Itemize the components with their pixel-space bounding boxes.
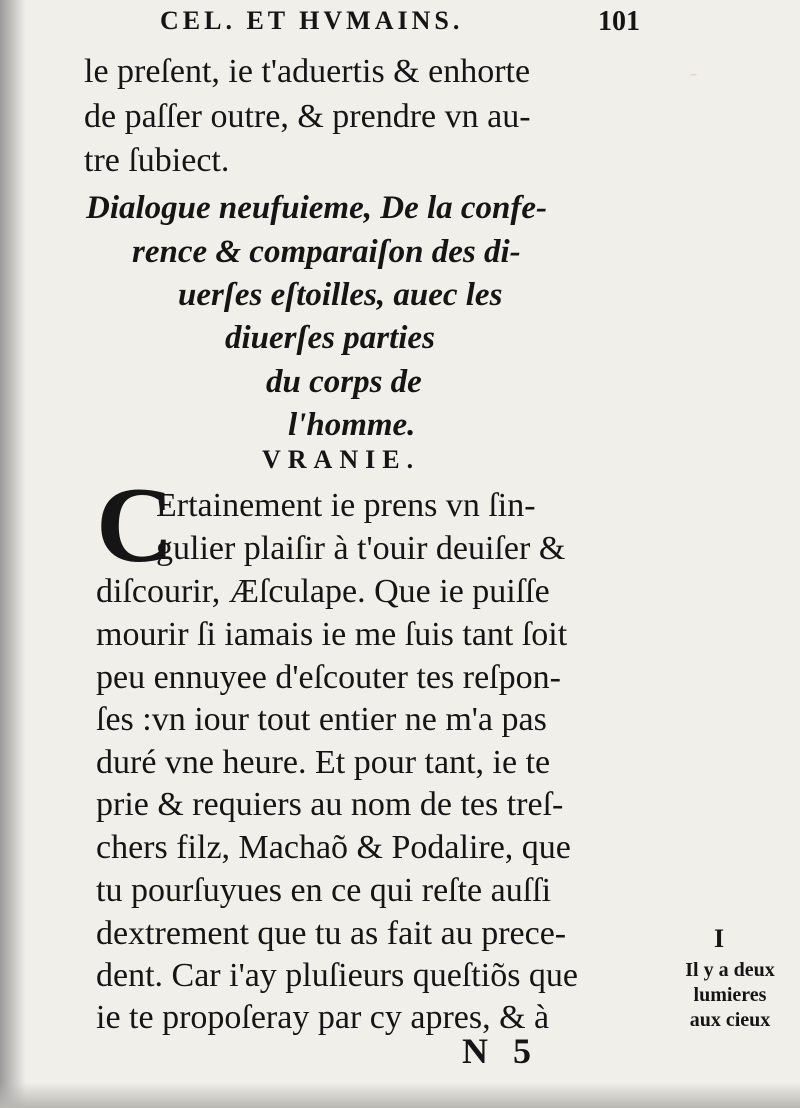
body-line: gulier plaiſir à t'ouir deuiſer &	[156, 530, 566, 567]
marginal-number: I	[714, 924, 725, 953]
body-line: mourir ſi iamais ie me ſuis tant ſoit	[96, 616, 568, 653]
marginal-note-line: lumieres	[693, 984, 767, 1006]
body-line: diſcourir, Æſculape. Que ie puiſſe	[96, 573, 550, 610]
text-line: le preſent, ie t'aduertis & enhorte	[84, 53, 531, 90]
dialogue-title-line: diuerſes parties	[225, 320, 435, 356]
body-line: ſes :vn iour tout entier ne m'a pas	[96, 701, 547, 738]
body-line: duré vne heure. Et pour tant, ie te	[96, 744, 551, 781]
gutter-shadow	[0, 0, 26, 1108]
bleed-through-text: -	[690, 60, 698, 85]
dialogue-title-line: uerſes eſtoilles, auec les	[178, 277, 503, 313]
drop-cap: C	[96, 466, 174, 585]
dialogue-title-line: l'homme.	[288, 407, 416, 443]
page-number: 101	[598, 6, 640, 37]
body-line: tu pourſuyues en ce qui reſte auſſi	[96, 872, 552, 909]
running-title: CEL. ET HVMAINS.	[160, 6, 464, 35]
body-line: chers filz, Machaõ & Podalire, que	[96, 829, 571, 866]
page-header	[150, 6, 640, 38]
body-line: ie te propoſeray par cy apres, & à	[96, 999, 550, 1036]
body-line: peu ennuyee d'eſcouter tes reſpon-	[96, 659, 561, 696]
body-line: dextrement que tu as fait au prece-	[96, 915, 567, 952]
dialogue-title-line: Dialogue neufuieme, De la confe-	[86, 190, 548, 226]
marginal-note-line: Il y a deux	[685, 959, 775, 981]
signature-mark: N 5	[462, 1031, 539, 1071]
bottom-edge-shadow	[0, 1082, 800, 1108]
marginal-note	[664, 958, 796, 1033]
body-line: Ertainement ie prens vn ſin-	[156, 487, 536, 524]
dialogue-title-line: rence & comparaiſon des di-	[132, 234, 521, 270]
dialogue-title-line: du corps de	[266, 364, 422, 400]
text-line: de paſſer outre, & prendre vn au-	[84, 98, 531, 135]
speaker-name: VRANIE.	[262, 445, 421, 474]
body-line: dent. Car i'ay pluſieurs queſtiõs que	[96, 957, 579, 994]
marginal-note-line: aux cieux	[689, 1009, 771, 1031]
text-line: tre ſubiect.	[84, 142, 230, 179]
body-line: prie & requiers au nom de tes treſ-	[96, 786, 564, 823]
